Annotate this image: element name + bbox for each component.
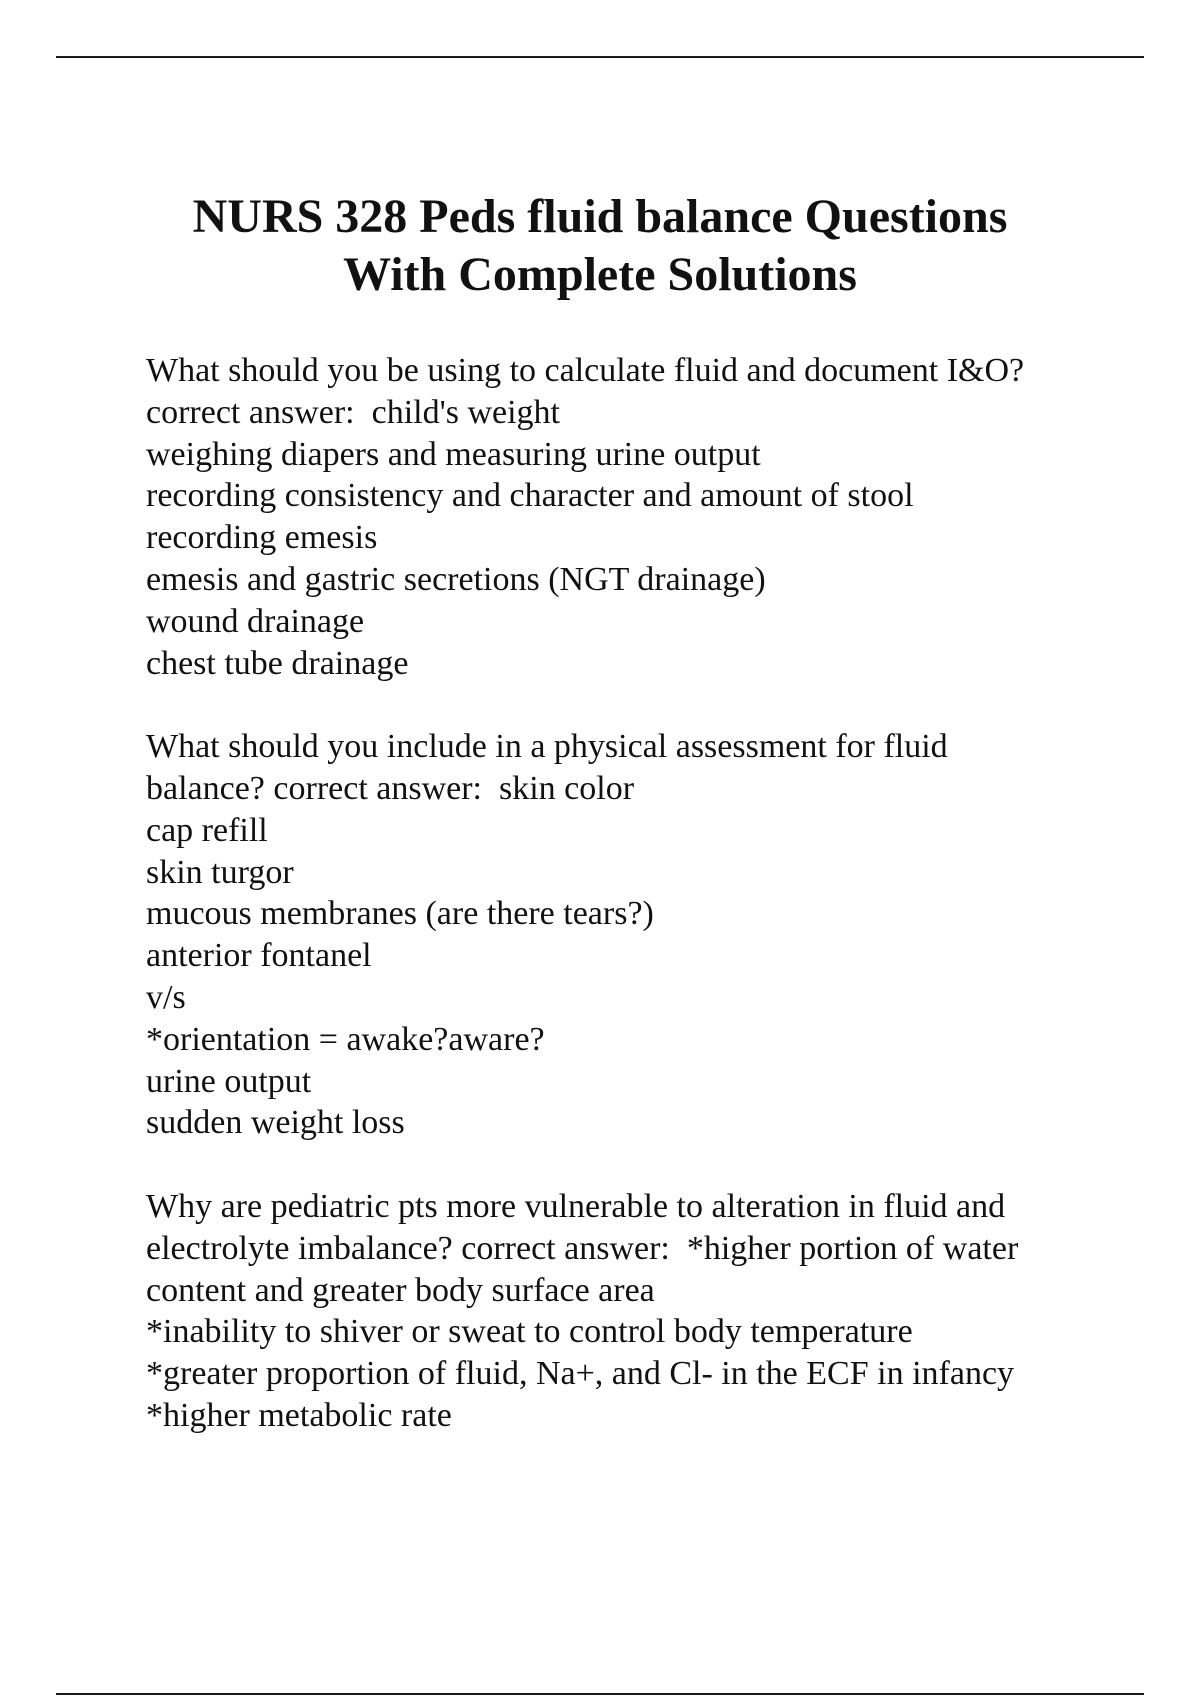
title-line: NURS 328 Peds fluid balance Questions [192,190,1008,243]
answer-line: recording emesis [146,519,378,557]
question-line: Why are pediatric pts more vulnerable to alteration in fluid and [146,1187,1006,1225]
answer-line: recording consistency and character and amount of stool [146,477,914,515]
answer-line: cap refill [146,811,268,849]
question-line: What should you include in a physical assessment for fluid [146,728,948,766]
answer-line: *greater proportion of fluid, Na+, and Cl- in the ECF in infancy [146,1355,1015,1393]
page-title [0,188,1200,304]
answer-line: chest tube drainage [146,644,409,682]
answer-line: balance? correct answer: skin color [146,769,635,807]
answer-line: *higher metabolic rate [146,1396,452,1434]
answer-line: anterior fontanel [146,937,372,975]
answer-line: v/s [146,978,186,1016]
title-line: With Complete Solutions [343,248,857,301]
answer-line: *inability to shiver or sweat to control body temperature [146,1313,913,1351]
question-line: What should you be using to calculate fluid and document I&O? [146,352,1025,389]
qa-block-pediatric-vulnerability [146,1186,1146,1437]
answer-line: wound drainage [146,602,365,640]
answer-line: electrolyte imbalance? correct answer: *higher portion of water [146,1229,1019,1267]
answer-line: urine output [146,1062,312,1100]
top-divider [56,56,1144,58]
answer-line: sudden weight loss [146,1104,405,1142]
answer-line: weighing diapers and measuring urine output [146,435,761,473]
answer-line: *orientation = awake?aware? [146,1020,545,1058]
document-body [146,350,1146,1479]
answer-line: emesis and gastric secretions (NGT drainage) [146,560,766,598]
answer-line: content and greater body surface area [146,1271,655,1309]
qa-block-physical-assessment [146,726,1146,1144]
bottom-divider [56,1693,1144,1695]
answer-line: correct answer: child's weight [146,393,560,431]
answer-line: skin turgor [146,853,294,891]
answer-line: mucous membranes (are there tears?) [146,895,654,933]
qa-block-io [146,350,1146,684]
